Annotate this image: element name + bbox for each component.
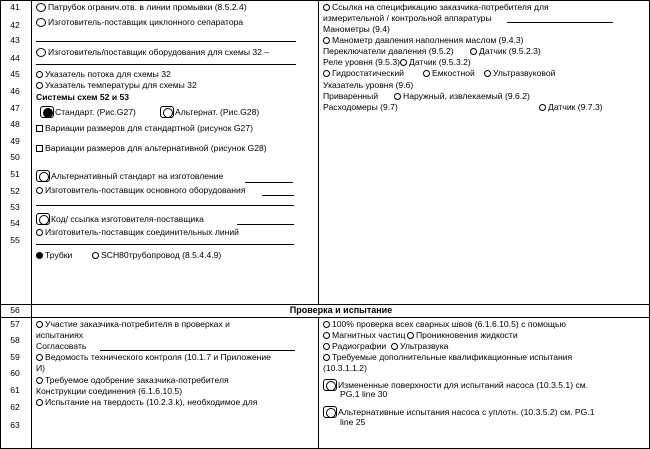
list-item: Датчик (9.5.2.3) xyxy=(470,47,541,57)
input-line[interactable] xyxy=(100,350,295,351)
list-item: line 25 xyxy=(340,417,366,427)
list-item: Патрубок огранич.отв. в линии промывки (8.5.2.4) xyxy=(36,3,247,13)
list-item: Испытание на твердость (10.2.3.k), необходимое для xyxy=(36,398,257,408)
list-item: Переключатели давления (9.5.2) xyxy=(323,46,454,56)
row-number: 55 xyxy=(10,235,20,245)
radio-icon[interactable] xyxy=(407,332,414,339)
radio-icon[interactable] xyxy=(323,343,330,350)
row-number: 59 xyxy=(10,352,20,362)
list-item: Измененные поверхности для испытаний насоса (10.3.5.1) см. xyxy=(323,379,588,391)
radio-icon[interactable] xyxy=(36,3,46,12)
list-item: Реле уровня (9.5.3) xyxy=(323,57,400,67)
list-item: Изготовитель-поставщик основного оборудования xyxy=(36,186,245,196)
list-item: Емкостной xyxy=(423,69,475,79)
radio-icon[interactable] xyxy=(323,37,330,44)
list-item: Радиографии xyxy=(323,342,386,352)
radio-icon[interactable] xyxy=(484,70,491,77)
radio-icon[interactable] xyxy=(36,187,43,194)
row-number: 42 xyxy=(10,20,20,30)
list-item: Требуемое одобрение заказчика-потребителя xyxy=(36,376,229,386)
list-item: Указатель уровня (9.6) xyxy=(323,80,414,90)
column-divider-bottom xyxy=(318,317,319,449)
radio-box-icon[interactable] xyxy=(36,213,50,225)
radio-box-icon[interactable] xyxy=(323,406,337,418)
radio-icon[interactable] xyxy=(36,82,43,89)
list-item: измерительной / контрольной аппаратуры xyxy=(323,13,492,23)
row-number: 60 xyxy=(10,368,20,378)
radio-icon[interactable] xyxy=(394,93,401,100)
radio-icon[interactable] xyxy=(36,48,46,57)
row-number: 63 xyxy=(10,420,20,430)
section-title: Проверка и испытание xyxy=(289,305,393,315)
row-number: 47 xyxy=(10,103,20,113)
list-item: Код/ ссылка изготовителя-поставщика xyxy=(36,213,204,225)
list-item: Трубки xyxy=(36,251,72,261)
list-item: Альтернативный стандарт на изготовление xyxy=(36,170,223,182)
list-item: Гидростатический xyxy=(323,69,404,79)
list-item: Ведомость технического контроля (10.1.7 и Приложение xyxy=(36,353,271,363)
list-item: И) xyxy=(36,363,46,373)
row-number: 61 xyxy=(10,385,20,395)
row-number: 50 xyxy=(10,152,20,162)
list-item: Участие заказчика-потребителя в проверках и xyxy=(36,320,230,330)
list-item: Датчик (9.5.3.2) xyxy=(400,58,471,68)
row-number: 62 xyxy=(10,402,20,412)
row-number: 41 xyxy=(10,2,20,12)
list-item: Согласовать xyxy=(36,341,87,351)
radio-icon[interactable] xyxy=(323,321,330,328)
radio-icon[interactable] xyxy=(539,104,546,111)
radio-icon[interactable] xyxy=(36,321,43,328)
input-line[interactable] xyxy=(237,224,294,225)
list-item: Изготовитель/поставщик оборудования для схемы 32 – xyxy=(36,48,269,58)
row-number: 52 xyxy=(10,186,20,196)
row-number: 53 xyxy=(10,202,20,212)
list-item: 100% проверка всех сварных швов (6.1.6.10.5) с помощью xyxy=(323,320,566,330)
row-number: 46 xyxy=(10,86,20,96)
list-item: Приваренный xyxy=(323,91,379,101)
radio-box-icon[interactable] xyxy=(323,379,337,391)
list-item: PG.1 line 30 xyxy=(340,389,388,399)
selected-radio-box-icon[interactable] xyxy=(40,106,54,118)
list-item: Требуемые дополнительные квалификационные испытания xyxy=(323,353,572,363)
row-number: 51 xyxy=(10,169,20,179)
radio-icon[interactable] xyxy=(323,4,330,11)
list-item: Магнитных частиц xyxy=(323,331,405,341)
list-item: Альтернативные испытания насоса с уплотн. (10.3.5.2) см. PG.1 xyxy=(323,406,595,418)
list-item: (10.3.1.1.2) xyxy=(323,363,367,373)
row-number: 58 xyxy=(10,335,20,345)
radio-icon[interactable] xyxy=(400,59,407,66)
radio-icon[interactable] xyxy=(36,18,46,27)
list-item: Ссылка на спецификацию заказчика-потребителя для xyxy=(323,3,549,13)
list-item: Стандарт. (Рис.G27) xyxy=(40,106,136,118)
radio-icon[interactable] xyxy=(92,252,99,259)
row-number: 56 xyxy=(10,305,20,315)
input-line[interactable] xyxy=(245,182,293,183)
list-item: Указатель температуры для схемы 32 xyxy=(36,81,197,91)
radio-icon[interactable] xyxy=(391,343,398,350)
row-number: 45 xyxy=(10,69,20,79)
list-item: Ультразвука xyxy=(391,342,448,352)
row-number: 54 xyxy=(10,218,20,228)
list-item: Указатель потока для схемы 32 xyxy=(36,70,171,80)
input-line[interactable] xyxy=(36,244,294,245)
row-number: 43 xyxy=(10,35,20,45)
radio-icon[interactable] xyxy=(36,354,43,361)
radio-box-icon[interactable] xyxy=(36,170,50,182)
checkbox-icon[interactable] xyxy=(36,125,43,132)
list-item: Расходомеры (9.7) xyxy=(323,102,398,112)
radio-icon[interactable] xyxy=(36,377,43,384)
column-divider-top xyxy=(318,0,319,304)
radio-icon[interactable] xyxy=(323,332,330,339)
input-line[interactable] xyxy=(507,22,613,23)
radio-box-icon[interactable] xyxy=(160,106,174,118)
list-item: Датчик (9.7.3) xyxy=(539,103,603,113)
input-line[interactable] xyxy=(36,205,294,206)
list-item: SCH80трубопровод (8.5.4.4.9) xyxy=(92,251,221,261)
list-item: испытаниях xyxy=(36,330,84,340)
input-line[interactable] xyxy=(262,195,294,196)
input-line[interactable] xyxy=(36,64,296,65)
radio-icon[interactable] xyxy=(423,70,430,77)
selected-radio-icon[interactable] xyxy=(36,252,43,259)
row-number: 48 xyxy=(10,119,20,129)
radio-icon[interactable] xyxy=(323,70,330,77)
list-item: Конструкции соединения (6.1.6.10.5) xyxy=(36,386,183,396)
row-number: 44 xyxy=(10,53,20,63)
list-item: Ультразвуковой xyxy=(484,69,555,79)
list-item: Вариации размеров для альтернативной (рисунок G28) xyxy=(36,144,267,154)
radio-icon[interactable] xyxy=(323,354,330,361)
list-item: Манометр давления наполнения маслом (9.4.3) xyxy=(323,36,524,46)
row-number: 57 xyxy=(10,319,20,329)
section-bottom-rule xyxy=(0,317,650,318)
checkbox-icon[interactable] xyxy=(36,145,43,152)
list-item: Наружный, извлекаемый (9.6.2) xyxy=(394,92,530,102)
radio-icon[interactable] xyxy=(36,229,43,236)
rownum-divider xyxy=(31,0,32,449)
radio-icon[interactable] xyxy=(470,48,477,55)
row-number: 49 xyxy=(10,136,20,146)
list-item: Проникновения жидкости xyxy=(407,331,518,341)
list-item: Изготовитель-поставщик соединительных линий xyxy=(36,228,239,238)
subsection-heading: Системы схем 52 и 53 xyxy=(36,92,130,102)
list-item: Изготовитель-поставщик циклонного сепаратора xyxy=(36,18,243,28)
radio-icon[interactable] xyxy=(36,71,43,78)
radio-icon[interactable] xyxy=(36,399,43,406)
input-line[interactable] xyxy=(36,41,296,42)
list-item: Альтернат. (Рис.G28) xyxy=(160,106,259,118)
list-item: Манометры (9.4) xyxy=(323,24,390,34)
list-item: Вариации размеров для стандартной (рисунок G27) xyxy=(36,124,253,134)
